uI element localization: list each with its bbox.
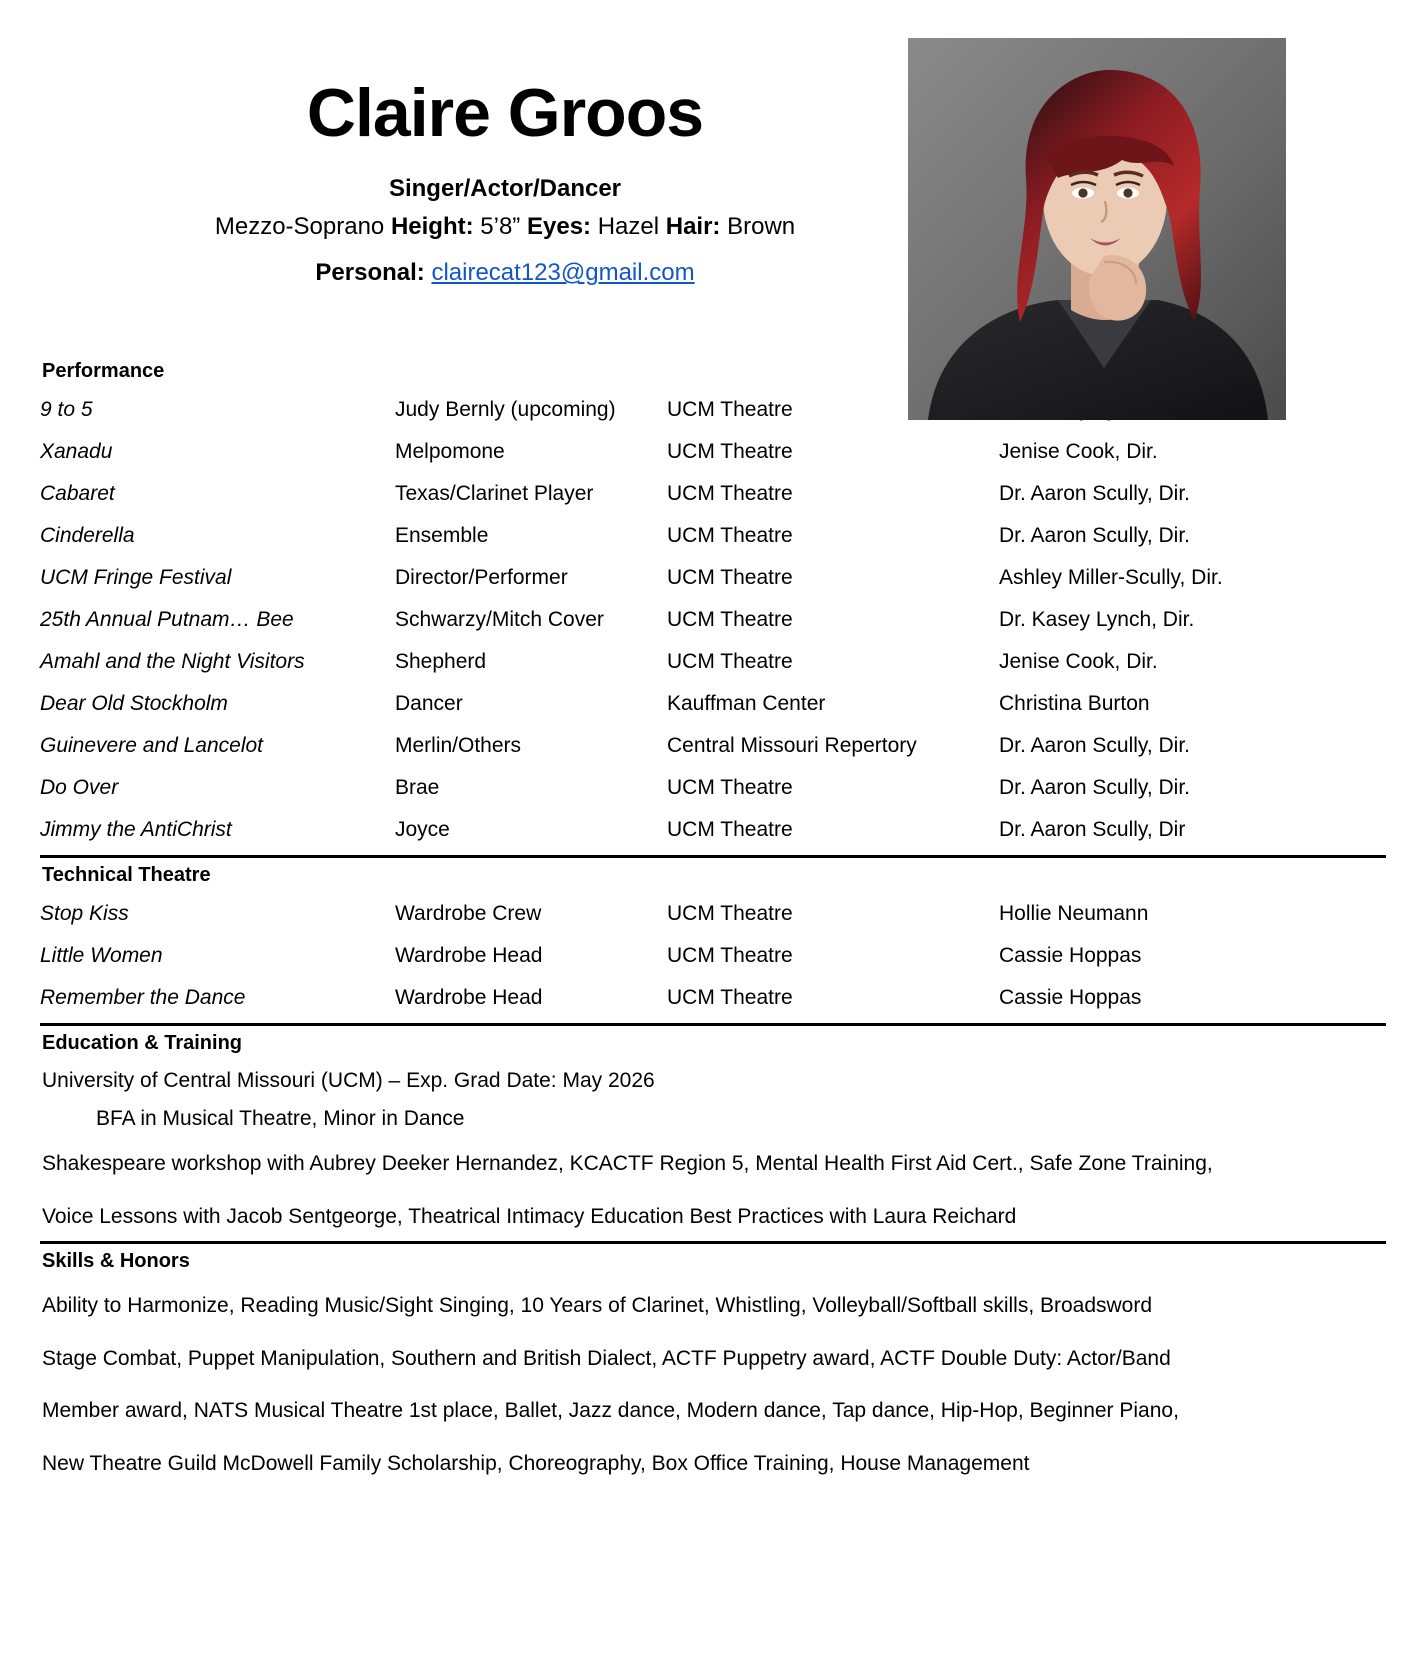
credit-director: Jenise Cook, Dir. <box>999 650 1158 673</box>
credit-supervisor: Hollie Neumann <box>999 902 1149 925</box>
credit-show: Dear Old Stockholm <box>40 692 228 715</box>
performance-credits-table <box>40 389 1386 851</box>
education-degree: BFA in Musical Theatre, Minor in Dance <box>96 1107 465 1130</box>
credit-director: Jenise Cook, Dir. <box>999 440 1158 463</box>
credit-show: Remember the Dance <box>40 986 246 1009</box>
credit-director: Dr. Aaron Scully, Dir. <box>999 776 1191 799</box>
headshot-photo <box>908 38 1286 420</box>
credit-role: Melpomone <box>395 440 505 463</box>
technical-rows <box>40 893 1386 1019</box>
voice-type: Mezzo-Soprano <box>214 213 385 241</box>
skills-line-2: Stage Combat, Puppet Manipulation, Southern and British Dialect, ACTF Puppetry award, ACTF Double Duty: Actor/Band <box>42 1346 1171 1370</box>
stats-line <box>40 213 970 241</box>
credit-venue: UCM Theatre <box>667 650 793 673</box>
education-school: University of Central Missouri (UCM) – Exp. Grad Date: May 2026 <box>42 1069 655 1092</box>
credit-venue: Central Missouri Repertory <box>667 734 917 757</box>
table-row <box>40 641 1386 683</box>
credit-venue: UCM Theatre <box>667 776 793 799</box>
credit-role: Joyce <box>395 818 450 841</box>
section-title-performance: Performance <box>42 360 165 382</box>
personal-label: Personal: <box>315 259 425 287</box>
technical-credits-table <box>40 893 1386 1019</box>
credit-role: Wardrobe Head <box>395 944 543 967</box>
credit-venue: UCM Theatre <box>667 608 793 631</box>
credit-role: Judy Bernly (upcoming) <box>395 398 616 421</box>
table-row <box>40 683 1386 725</box>
credit-show: Stop Kiss <box>40 902 129 925</box>
eyes-label: Eyes: <box>526 213 592 241</box>
credit-supervisor: Cassie Hoppas <box>999 944 1142 967</box>
credit-show: 25th Annual Putnam… Bee <box>40 608 294 631</box>
table-row <box>40 431 1386 473</box>
contact-line <box>40 259 970 287</box>
credit-role: Brae <box>395 776 440 799</box>
eyes-value: Hazel <box>597 213 660 241</box>
page-title: Claire Groos <box>306 75 704 151</box>
credit-venue: UCM Theatre <box>667 986 793 1009</box>
credit-show: Guinevere and Lancelot <box>40 734 263 757</box>
credit-venue: Kauffman Center <box>667 692 826 715</box>
table-row <box>40 893 1386 935</box>
credit-role: Ensemble <box>395 524 489 547</box>
credit-show: Little Women <box>40 944 163 967</box>
table-row <box>40 557 1386 599</box>
height-value: 5’8” <box>480 213 521 241</box>
credit-show: Amahl and the Night Visitors <box>40 650 305 673</box>
credit-role: Texas/Clarinet Player <box>395 482 594 505</box>
height-label: Height: <box>390 213 474 241</box>
credit-show: Cinderella <box>40 524 135 547</box>
credit-show: UCM Fringe Festival <box>40 566 232 589</box>
skills-line-4: New Theatre Guild McDowell Family Scholarship, Choreography, Box Office Training, House Management <box>42 1452 1030 1476</box>
credit-director: Dr. Aaron Scully, Dir. <box>999 482 1191 505</box>
section-title-technical-theatre: Technical Theatre <box>42 864 211 886</box>
subtitle: Singer/Actor/Dancer <box>388 175 622 203</box>
table-row <box>40 473 1386 515</box>
skills-line-3: Member award, NATS Musical Theatre 1st place, Ballet, Jazz dance, Modern dance, Tap dance, Hip-Hop, Beginner Piano, <box>42 1399 1179 1423</box>
table-row <box>40 515 1386 557</box>
credit-venue: UCM Theatre <box>667 944 793 967</box>
credit-role: Dancer <box>395 692 463 715</box>
table-row <box>40 809 1386 851</box>
skills-body <box>40 1287 1386 1484</box>
credit-show: 9 to 5 <box>40 398 93 421</box>
credit-show: Xanadu <box>40 440 113 463</box>
training-line-2: Voice Lessons with Jacob Sentgeorge, Theatrical Intimacy Education Best Practices with Laura Reichard <box>42 1204 1017 1228</box>
performance-rows <box>40 389 1386 851</box>
credit-venue: UCM Theatre <box>667 566 793 589</box>
credit-supervisor: Cassie Hoppas <box>999 986 1142 1009</box>
table-row <box>40 935 1386 977</box>
credit-show: Do Over <box>40 776 119 799</box>
credit-role: Wardrobe Head <box>395 986 543 1009</box>
credit-director: Dr. Aaron Scully, Dir <box>999 818 1186 841</box>
credit-director: Dr. Aaron Scully, Dir. <box>999 524 1191 547</box>
credit-venue: UCM Theatre <box>667 440 793 463</box>
table-row <box>40 977 1386 1019</box>
credit-director: Christina Burton <box>999 692 1150 715</box>
credit-director: Dr. Aaron Scully, Dir. <box>999 734 1191 757</box>
section-title-skills-honors: Skills & Honors <box>42 1249 190 1272</box>
credit-director: Dr. Kasey Lynch, Dir. <box>999 608 1195 631</box>
divider <box>40 855 1386 858</box>
credit-role: Shepherd <box>395 650 487 673</box>
credit-role: Director/Performer <box>395 566 568 589</box>
credit-venue: UCM Theatre <box>667 902 793 925</box>
credit-role: Wardrobe Crew <box>395 902 542 925</box>
divider <box>40 1241 1386 1244</box>
credit-director: Ashley Miller-Scully, Dir. <box>999 566 1223 589</box>
divider <box>40 1023 1386 1026</box>
credit-venue: UCM Theatre <box>667 818 793 841</box>
credit-venue: UCM Theatre <box>667 524 793 547</box>
credit-venue: UCM Theatre <box>667 398 793 421</box>
credit-role: Schwarzy/Mitch Cover <box>395 608 604 631</box>
hair-value: Brown <box>727 213 796 241</box>
table-row <box>40 767 1386 809</box>
hair-label: Hair: <box>665 213 721 241</box>
credit-venue: UCM Theatre <box>667 482 793 505</box>
section-title-education-training: Education & Training <box>42 1032 243 1054</box>
table-row <box>40 725 1386 767</box>
resume-header <box>40 0 1386 360</box>
credit-show: Jimmy the AntiChrist <box>40 818 232 841</box>
credit-show: Cabaret <box>40 482 115 505</box>
table-row <box>40 599 1386 641</box>
training-line-1: Shakespeare workshop with Aubrey Deeker Hernandez, KCACTF Region 5, Mental Health First Aid Cert., Safe Zone Training, <box>42 1152 1213 1175</box>
email-link[interactable]: clairecat123@gmail.com <box>431 259 695 287</box>
credit-role: Merlin/Others <box>395 734 522 757</box>
skills-line-1: Ability to Harmonize, Reading Music/Sight Singing, 10 Years of Clarinet, Whistling, Volleyball/Softball skills, Broadsword <box>42 1293 1153 1317</box>
